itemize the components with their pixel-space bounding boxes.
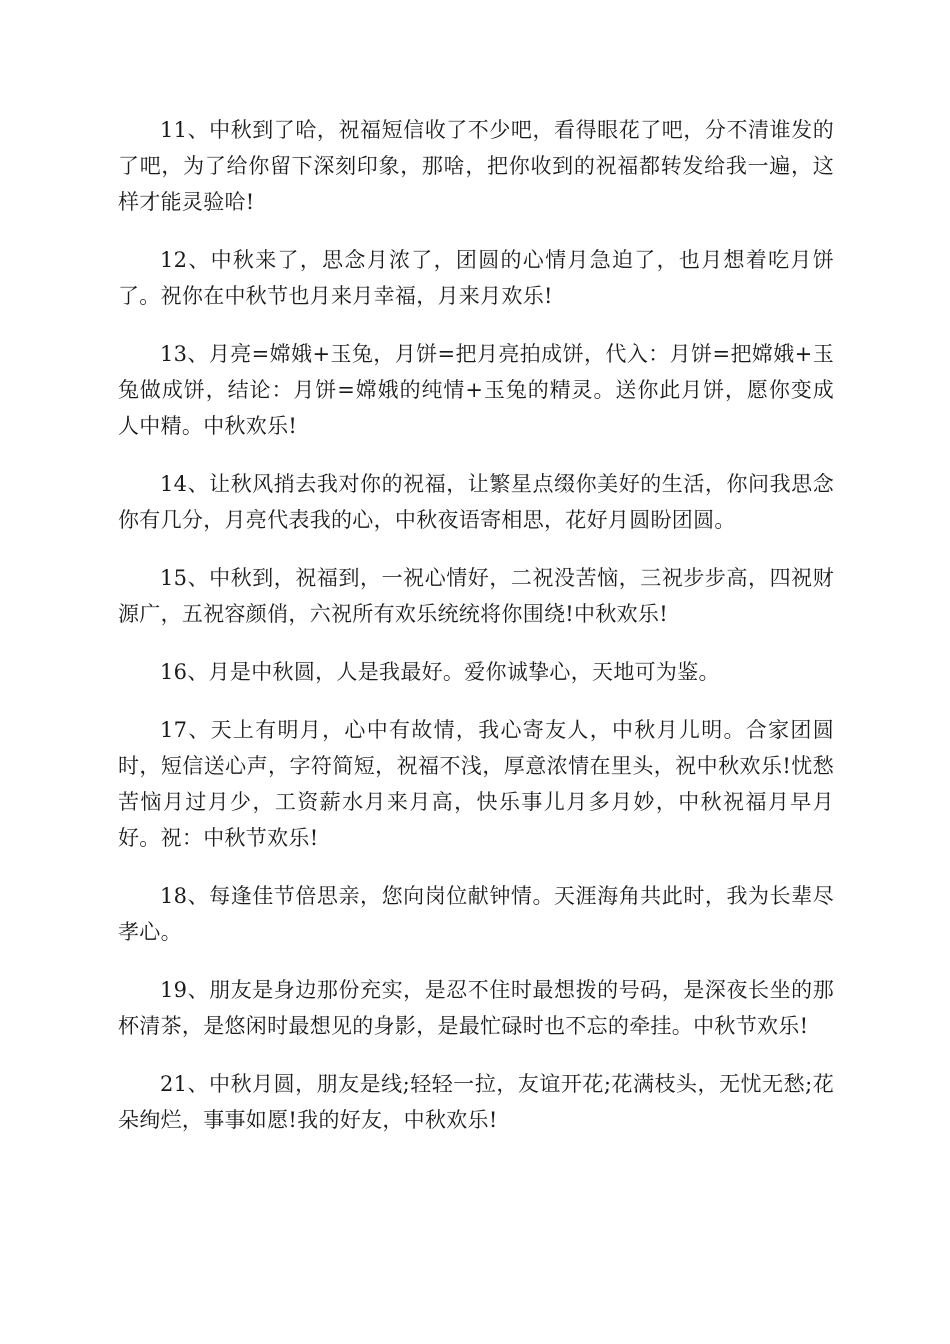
paragraph-12: 12、中秋来了，思念月浓了，团圆的心情月急迫了，也月想着吃月饼了。祝你在中秋节也月来月幸福，月来月欢乐!: [118, 248, 834, 308]
paragraph-21: 21、中秋月圆，朋友是线;轻轻一拉，友谊开花;花满枝头，无忧无愁;花朵绚烂，事事如愿!我的好友，中秋欢乐!: [118, 1072, 834, 1132]
paragraph-13: 13、月亮=嫦娥+玉兔，月饼=把月亮拍成饼，代入：月饼=把嫦娥+玉兔做成饼，结论：月饼=嫦娥的纯情+玉兔的精灵。送你此月饼，愿你变成人中精。中秋欢乐!: [118, 342, 834, 438]
paragraph-18: 18、每逢佳节倍思亲，您向岗位献钟情。天涯海角共此时，我为长辈尽孝心。: [118, 884, 834, 944]
paragraph-19: 19、朋友是身边那份充实，是忍不住时最想拨的号码，是深夜长坐的那杯清茶，是悠闲时最想见的身影，是最忙碌时也不忘的牵挂。中秋节欢乐!: [118, 978, 834, 1038]
paragraph-17: 17、天上有明月，心中有故情，我心寄友人，中秋月儿明。合家团圆时，短信送心声，字符简短，祝福不浅，厚意浓情在里头，祝中秋欢乐!忧愁苦恼月过月少，工资薪水月来月高，快乐事儿月多月妙，中秋祝福月早月好。祝：中秋节欢乐!: [118, 718, 834, 850]
paragraph-16: 16、月是中秋圆，人是我最好。爱你诚挚心，天地可为鉴。: [160, 660, 720, 684]
document-body: [118, 112, 834, 1160]
paragraph-11: 11、中秋到了哈，祝福短信收了不少吧，看得眼花了吧，分不清谁发的了吧，为了给你留下深刻印象，那啥，把你收到的祝福都转发给我一遍，这样才能灵验哈!: [118, 118, 834, 214]
paragraph-15: 15、中秋到，祝福到，一祝心情好，二祝没苦恼，三祝步步高，四祝财源广，五祝容颜俏，六祝所有欢乐统统将你围绕!中秋欢乐!: [118, 566, 834, 626]
paragraph-14: 14、让秋风捎去我对你的祝福，让繁星点缀你美好的生活，你问我思念你有几分，月亮代表我的心，中秋夜语寄相思，花好月圆盼团圆。: [118, 472, 834, 532]
